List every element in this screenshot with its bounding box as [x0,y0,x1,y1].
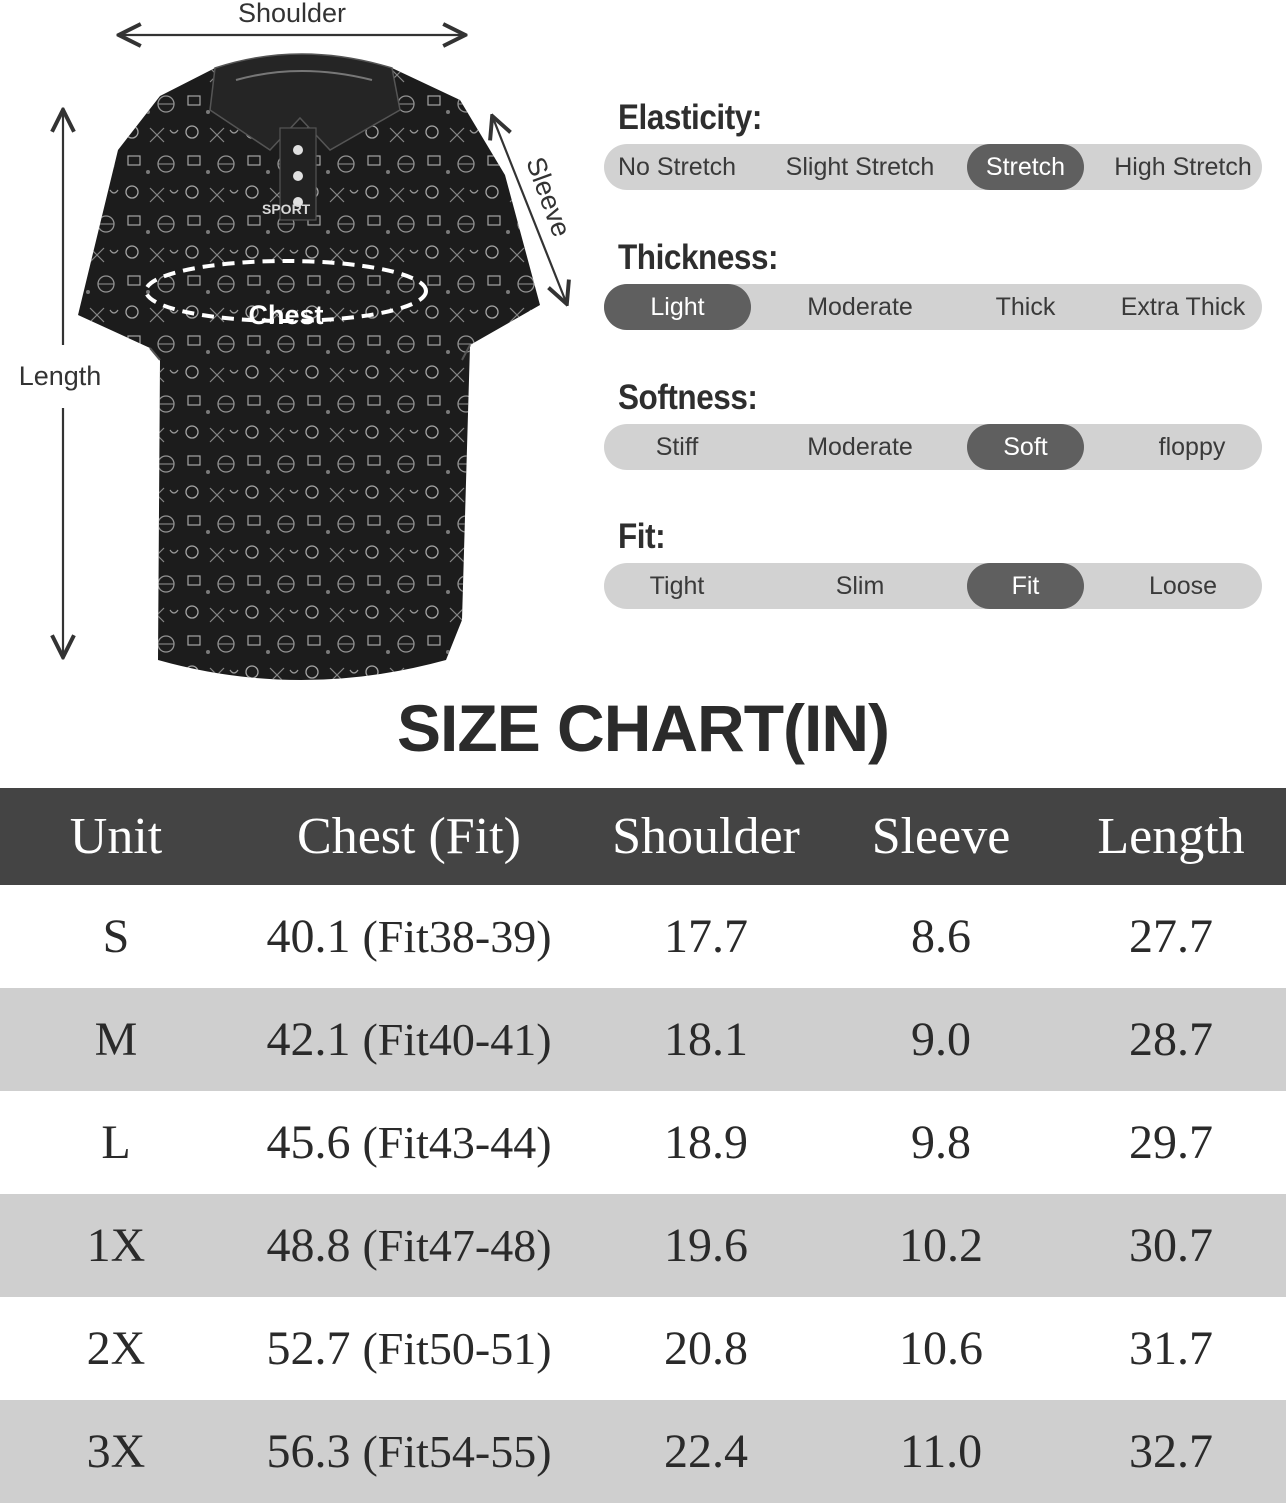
scale-option: Moderate [807,433,913,461]
scale-option-selected: Fit [967,563,1084,609]
cell-unit: 3X [0,1400,232,1503]
cell-chest [232,1194,586,1297]
table-row [0,1091,1286,1194]
fit-range: (Fit50-51) [362,1323,552,1374]
header-sleeve: Sleeve [826,788,1056,885]
table-row [0,1194,1286,1297]
scale-option: Extra Thick [1120,293,1246,321]
cell-shoulder: 17.7 [664,910,748,963]
cell-sleeve: 9.0 [826,988,1056,1091]
chest-value: 42.1 [266,1013,351,1066]
chest-value: 45.6 [266,1116,351,1169]
scale-option: Loose [1148,572,1218,600]
cell-shoulder: 18.1 [586,988,826,1091]
cell-chest [232,988,586,1091]
fit-range: (Fit47-48) [362,1220,552,1271]
fit-bar [604,563,1262,609]
cell-unit: M [0,988,232,1091]
table-header-row [0,788,1286,885]
table-row [0,1400,1286,1503]
header-unit: Unit [0,788,232,885]
scale-option: Thick [995,293,1056,321]
table-row [0,885,1286,988]
cell-sleeve: 9.8 [911,1116,971,1169]
fit-range: (Fit38-39) [362,911,552,962]
cell-unit: L [101,1116,131,1169]
cell-sleeve: 10.2 [826,1194,1056,1297]
cell-chest [232,1091,586,1194]
scale-option: Moderate [807,293,913,321]
chest-label: Chest [248,300,324,330]
cell-length: 30.7 [1056,1194,1286,1297]
scale-option-selected: Stretch [967,144,1084,190]
scale-option: Tight [649,572,705,600]
size-chart-table [0,788,1286,1503]
chest-value: 40.1 [266,910,351,963]
softness-bar [604,424,1262,470]
shirt-image [78,54,540,680]
cell-unit: S [102,910,130,963]
cell-length: 29.7 [1129,1116,1213,1169]
scale-option-selected: Light [604,284,751,330]
shirt-print-text: SPORT [262,201,311,217]
cell-shoulder: 18.9 [664,1116,748,1169]
elasticity-title: Elasticity: [618,98,762,137]
table-row [0,988,1286,1091]
scale-option: No Stretch [617,153,737,181]
scale-option-selected: Soft [967,424,1084,470]
cell-length: 32.7 [1056,1400,1286,1503]
cell-chest [232,885,586,988]
fit-range: (Fit40-41) [362,1014,552,1065]
header-length: Length [1056,788,1286,885]
chest-value: 56.3 [266,1425,351,1478]
header-shoulder: Shoulder [586,788,826,885]
cell-chest [232,1297,586,1400]
header-chest: Chest (Fit) [232,788,586,885]
sleeve-label: Sleeve [520,152,577,241]
size-chart-title: SIZE CHART(IN) [397,691,889,765]
cell-unit: 1X [0,1194,232,1297]
shirt-measurement-diagram [0,0,600,700]
fit-title: Fit: [618,517,666,556]
cell-length: 27.7 [1129,910,1213,963]
thickness-bar [604,284,1262,330]
length-label: Length [18,361,102,391]
fit-range: (Fit54-55) [362,1426,552,1477]
thickness-title: Thickness: [618,238,779,277]
scale-option: floppy [1158,433,1226,461]
scale-option: High Stretch [1114,153,1252,181]
cell-length: 28.7 [1056,988,1286,1091]
shoulder-label: Shoulder [237,0,347,28]
table-row [0,1297,1286,1400]
cell-sleeve: 10.6 [899,1322,983,1375]
cell-sleeve: 8.6 [911,910,971,963]
cell-shoulder: 22.4 [586,1400,826,1503]
softness-title: Softness: [618,378,758,417]
cell-chest [232,1400,586,1503]
cell-shoulder: 19.6 [586,1194,826,1297]
chest-value: 52.7 [266,1322,351,1375]
fit-range: (Fit43-44) [362,1117,552,1168]
cell-length: 31.7 [1129,1322,1213,1375]
scale-option: Stiff [655,433,699,461]
scale-option: Slim [835,572,885,600]
cell-shoulder: 20.8 [664,1322,748,1375]
elasticity-bar [604,144,1262,190]
cell-unit: 2X [86,1322,146,1375]
cell-sleeve: 11.0 [826,1400,1056,1503]
scale-option: Slight Stretch [785,153,935,181]
chest-value: 48.8 [266,1219,351,1272]
